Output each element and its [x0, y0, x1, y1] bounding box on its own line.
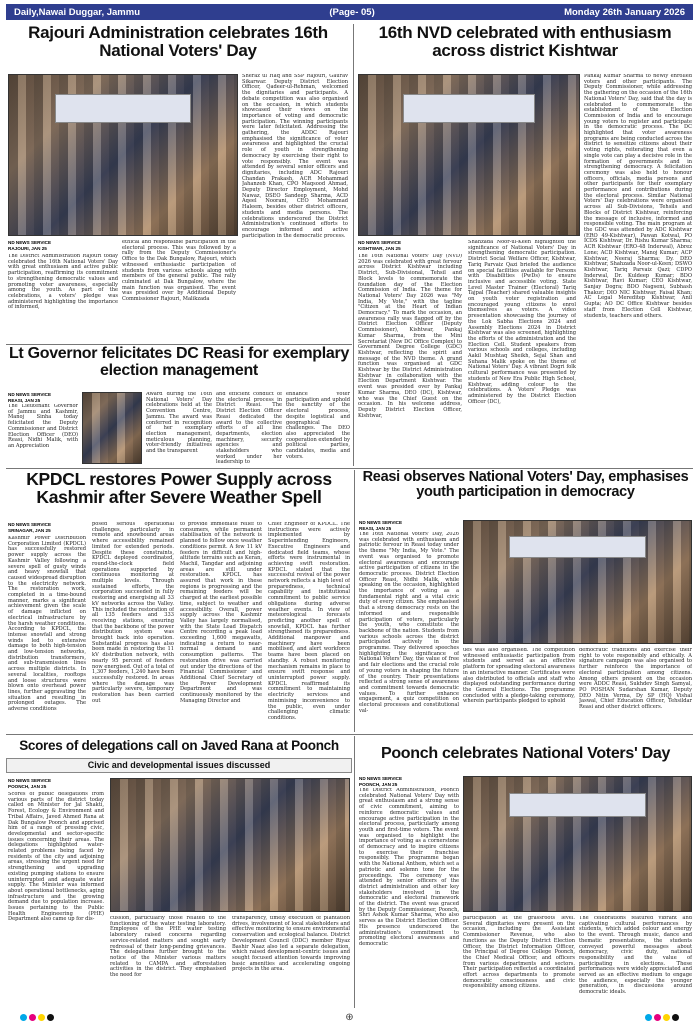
- headline-kpdcl: KPDCL restores Power Supply across Kashmir after Severe Weather Spell: [26, 470, 332, 508]
- article-poonch-nvd: [357, 736, 694, 1008]
- photo-poonch-scores: [110, 778, 350, 912]
- headline-reasi: Reasi observes National Voters' Day, emphasises youth participation in democracy: [362, 470, 689, 501]
- rajouri-col-3: Sheraz ul Haq and SSP Rajouri, Gaurav Sikarwar. Deputy District Election Officer, Qadeer-ul-Rehman, welcomed the dignitaries and participants. A debate competition was also organised on the occasion, in which students showcased their views on the importance of voting and democratic participation. The winning participants were later felicitated. Addressing the gathering, the ADDC Rajouri emphasised the significance of voter awareness and highlighted the crucial role of youth in strengthening democracy by exercising their right to vote responsibly. The event was attended by several senior officers and dignitaries, including ADC Rajouri Chandan Prakash, ACR Mohammad Jahanzeb Khan, CPO Maqsood Ahmad, Deputy Director Employment, Mohd Nawaz, DSEO Sandeep Sharma, ACD Aqeel Noorani, CEO Mohammad Haleem, besides other district officers, students and media persons. The celebrations underscored the District Administration's continued efforts to encourage informed and active participation in the democratic process.: [242, 74, 348, 239]
- yellow-dot: [38, 1014, 45, 1021]
- paper-name: Daily,Nawai Duggar, Jammu: [14, 6, 141, 18]
- yellow-dot: [663, 1014, 670, 1021]
- cyan-dot: [20, 1014, 27, 1021]
- kishtwar-col-1: The 16th National Voters' Day (NVD) 2026 was celebrated with great fervour across District Kishtwar including District, Sub-Divisional, Tehsil and Block levels to commemorate the foundation day of the Election Commission of India. The theme for National Voters' Day 2026 was "My India, My Vote," with the tagline "Citizen at the Heart of Indian Democracy." To mark the occasion, an awareness rally was flagged off by the District Election Officer (Deputy Commissioner), Kishtwar, Pankaj Kumar Sharma, from the Mini Secretariat (New DC Office Complex) to Government Degree College (GDC) Kishtwar, reflecting the spirit and message of the NVD theme. A grand function was organised at GDC Kishtwar by the District Administration Kishtwar in collaboration with the Election Department Kishtwar. The event was presided over by Pankaj Kumar Sharma, DEO (DC), Kishtwar, who was the Chief Guest on the occasion. In his welcome address, Deputy District Election Officer, Kishtwar,: [358, 254, 462, 419]
- byline-place: REASI, JAN 25: [359, 525, 392, 531]
- headline-ltgov: Lt Governor felicitates DC Reasi for exemplary election management: [8, 346, 350, 379]
- headline-poonch-scores: Scores of delegations call on Javed Rana at Poonch: [19, 738, 339, 753]
- registration-crosshair-icon: ⊕: [345, 1011, 354, 1023]
- byline-place: KISHTWAR, JAN 25: [358, 245, 401, 251]
- article-reasi: [357, 470, 694, 732]
- kpdcl-col-2: posed serious operational challenges, particularly in remote and snowbound areas where accessibility remained limited for extended periods. Despite these constraints, KPDCL deployed coordinated, round-the-clock field operations supported by continuous monitoring at multiple levels. Through sustained efforts, the corporation succeeded in fully restoring and energising all 33 kV networks across the Valley. This included the restoration of all 135 feeders and 333 receiving stations, ensuring that the backbone of the power distribution system was brought back into operation. Substantial progress has also been made in restoring the 11 kV distribution network, with nearly 95 percent of feeders now energised. Out of a total of 1,307 feeders, 1,240 have been successfully restored. In areas where the damage was particularly severe, temporary restoration has been carried out: [92, 522, 174, 704]
- photo-poonch-nvd: [463, 776, 692, 912]
- black-dot: [672, 1014, 679, 1021]
- poonch-nvd-col-1: The District Administration, Poonch celebrated National Voters' Day with great enthusiasm and a strong sense of civic commitment, aiming to reinforce democratic values and encourage active participation in the electoral process, particularly among youth and first-time voters. The event was organised to highlight the importance of voting as a cornerstone of democracy and to inspire citizens to exercise their franchise responsibly. The programme began with the National Anthem, which set a patriotic and solemn tone for the proceedings. The ceremony was attended by senior officers of the district administration and other key stakeholders involved in the democratic and electoral framework of the district. The event was graced by the Deputy Commissioner, Poonch, Shri Ashok Kumar Sharma, who also serves as the District Election Officer. His presence underscored the administration's commitment to promoting electoral awareness and democratic: [359, 788, 459, 947]
- kpdcl-col-4: Chief Engineer of KPDCL. The instructions were actively implemented by Superintending Engineers, Executive Engineers and dedicated field teams, whose efforts were instrumental in achieving swift restoration. KPDCL stated that the successful revival of the power network reflects a high level of preparedness, technical capability and institutional commitment to public service obligations during adverse weather events. In view of meteorological forecasts predicting another spell of snowfall, KPDCL has further strengthened its preparedness. Additional manpower and machinery have been mobilised, and alert workforce teams have been placed on standby. A robust monitoring mechanism remains in place to ensure swift response and uninterrupted power supply. KPDCL reaffirmed its commitment to maintaining electricity services and minimising inconvenience to the public, even under challenging climatic conditions.: [268, 522, 350, 721]
- byline-service: ND NEWS SERVICE: [359, 520, 403, 525]
- byline-place: POONCH, JAN 25: [8, 783, 47, 789]
- ltgov-col-1: The Lieutenant Governor of Jammu and Kashmir, Manoj Sinha today felicitated the Deputy Commissioner and District Election Officer (DEO) Reasi, Nidhi Malik, with an Appreciation: [8, 404, 78, 449]
- headline-poonch-nvd: Poonch celebrates National Voters' Day: [380, 745, 671, 762]
- ltgov-col-3: and efficient conduct of the electoral process in District Reasi. The District Election Officer Reasi dedicated the award to the collective efforts of all line departments, election machinery, security agencies and stakeholders who worked under her leadership to: [216, 392, 282, 464]
- kishtwar-col-2: Shahzada Noor-ul-Keen highlighted the significance of National Voters' Day in strengthening democratic participation. District Social Welfare Officer, Kishtwar, Tariq Parvaiz Qazi briefed the audience on special facilities available for Persons with Disabilities (PwDs) to ensure inclusive and accessible voting. State Level Master Trainer (Electoral) Tariq Tajpal (Teacher) shared valuable insights on youth voter registration and encouraged young citizens to enrol themselves as voters. A video presentation showcasing the journey of the Lok Sabha Elections 2024 and Assembly Elections 2024 in District Kishtwar was also screened, highlighting the efforts of the administration and the Election Cell. Student speakers from various schools and colleges, including Aakil Mushtaq Sheikh, Sejal Shan and Suhana Malik spoke on the theme of National Voters' Day. A vibrant Dogri folk cultural performance was presented by students of New Era Public High School, Kishtwar, adding colour to the celebrations. A Voters' Pledge was administered by the District Election Officer (DC),: [468, 240, 576, 405]
- black-dot: [47, 1014, 54, 1021]
- article-kishtwar: [356, 24, 694, 464]
- color-dots-right: [645, 1014, 679, 1021]
- byline-service: ND NEWS SERVICE: [8, 240, 52, 245]
- article-kpdcl: [6, 470, 352, 732]
- kishtwar-col-3: Pankaj Kumar Sharma to newly enrolled voters and other participants. The Deputy Commissioner, while addressing the gathering on the occasion of the 16th National Voters' Day, said that the day is celebrated to commemorate the establishment of the Election Commission of India and to encourage young voters to register and participate in the democratic process. The DC highlighted that voter awareness programs are being conducted across the district to sensitize citizens about their voting rights, reiterating that even a single vote can play a decisive role in the formation of governments and in strengthening democracy. A felicitation ceremony was also held to honour officers, officials, media persons and other participants for their exemplary performance and contributions during the electoral process. Similar National Voters' Day celebrations were organised across all Sub-Divisions, Tehsils and Blocks of District Kishtwar, reinforcing the message of inclusive, informed and responsible voting. The main program at the GDC was attended by ADC Kishtwar (ERO 49-Kishtwar), Pawan Kotwal, PO ICDS Kishtwar, Dr. Rishu Kumar Sharma; ACR Kishtwar (ERO-48 Inderwal), Abrez Lone; ACD Kishtwar, Manoj Kumar; ACP Kishtwar, Neeraj Sharma; Dy. DEO Kishtwar, Shahzada Noor-ul-Keen; DSWO Kishtwar, Tariq Parvaiz Qazi; CDPO Inderwal, Dr. Kuldeep Kumar; BDO Kishtwar, Ravi Kumar; CEO Kishtwar, Sanjay Dogra; BDO Nagseni, Subhash Thakur; DIO NIC Kishtwar, Faisal Khan; AC Legal Mereditep Kishtwar, Anil Gupta; AO DC Office Kishtwar besides staff from Election Cell Kishtwar, students, teachers and others.: [584, 74, 692, 319]
- byline-service: ND NEWS SERVICE: [8, 522, 52, 527]
- reasi-col-3: democratic traditions and exercise their right to vote responsibly and ethically. A signature campaign was also organised to further reinforce the importance of electoral participation among citizens. Among others present on the occasion were ADDC Reasi, Sukhdev Singh Samyal, PO POSHAN Sudarshan Kumar, Deputy DEO Nitin Verma, Dy SP (HQ) Vishal Jaswal, Chief Education Officer, Tehsildar Reasi and other district officers.: [579, 648, 692, 711]
- reasi-col-1: The 16th National Voters' Day, 2026 was celebrated with enthusiasm and patriotic fervour in Reasi today under the theme "My India, My Vote." The event was organised to promote electoral awareness and encourage active participation of citizens in the democratic process. District Election Officer Reasi, Nidhi Malik, while speaking on the occasion, highlighted the importance of voting as a fundamental right and a vital civic duty of every citizen. She emphasised that a strong democracy rests on the informed and responsible participation of voters, particularly the youth, who constitute the backbone of the nation. Students from various schools across the district participated actively in the programme. They delivered speeches highlighting the significance of National Voters' Day, the value of free and fair elections and the crucial role of young voters in shaping the future of the country. Their presentations reflected a strong sense of awareness and commitment towards democratic values. To further enhance engagement, a quiz competition on electoral processes and constitutional val-: [359, 532, 459, 714]
- page-number: (Page- 05): [329, 6, 375, 18]
- byline-service: ND NEWS SERVICE: [358, 240, 402, 245]
- photo-rajouri: [8, 74, 238, 236]
- photo-ltgov: [82, 392, 142, 464]
- print-registration-marks: [0, 1010, 699, 1024]
- article-rajouri: [6, 24, 350, 342]
- page-date: Monday 26th January 2026: [564, 6, 685, 18]
- poonch-scores-col-3: transparency, timely execution of plantation drives, involvement of local stakeholders and effective monitoring to ensure environmental conservation and ecological balance. District Development Council (DDC) member Riyaz Bashir Naaz also led a separate delegation, which raised development-centric issues and sought focused attention towards improving basic amenities and accelerating ongoing projects in the area.: [232, 916, 350, 973]
- kpdcl-col-1: Kashmir Power Distribution Corporation Limited (KPDCL) has successfully restored power supply across the Kashmir Valley following a severe spell of gusty winds and heavy snowfall that caused widespread disruption to the electricity network. The restoration work, completed in a time-bound manner, marks a significant achievement given the scale of damage inflicted on electrical infrastructure by the harsh weather conditions. According to KPDCL, the intense snowfall and strong winds led to extensive damage to both high-tension and low-tension networks, distribution transformers, and sub-transmission lines across multiple districts. In several localities, rooftops and loose structures were blown onto overhead power lines, further aggravating the situation and resulting in prolonged outages. The adverse conditions: [8, 536, 86, 713]
- reasi-col-2: ues was also organised. The competition witnessed enthusiastic participation from students and served as an effective platform for spreading electoral awareness in an interactive manner. Certificates were also distributed to officials and staff who displayed outstanding performance during the General Elections. The programme concluded with a pledge-taking ceremony, wherein participants pledged to uphold: [463, 648, 575, 705]
- magenta-dot: [654, 1014, 661, 1021]
- cyan-dot: [645, 1014, 652, 1021]
- article-ltgov: [6, 346, 352, 466]
- poonch-nvd-col-3: The celebrations featured vibrant and captivating cultural performances by students, which added colour and energy to the event. Through music, dance and thematic presentations, the students conveyed powerful messages about democracy, civic duty, national responsibility and the value of participating in elections. These performances were widely appreciated and served as an effective medium to engage the audience, especially the younger generation, in discussions around democratic ideals.: [579, 916, 692, 996]
- poonch-nvd-col-2: participation at the grassroots level. Several dignitaries were present on the occasion, including the Assistant Commissioner Revenue, who also functions as the Deputy District Election Officer, the District Information Officer, the Principal of Degree College Poonch, the Chief Medical Officer, and officers from various departments and sectors. Their participation reflected a coordinated effort across departments to promote democratic consciousness and civic responsibility among citizens.: [463, 916, 575, 990]
- poonch-scores-col-1: Scores of public delegations from various parts of the district today called on Minister for Jal Shakti, Forest, Ecology & Environment and Tribal Affairs, Javed Ahmed Rana at Dak Bungalow Poonch and apprised him of a range of pressing civic, developmental and sector-specific issues concerning their areas. The delegations highlighted water-related problems being faced by residents of the city and adjoining areas, stressing the urgent need for strengthening and upgrading existing pumping stations to ensure uninterrupted and adequate water supply. The Minister was informed about operational bottlenecks, aging infrastructure and the growing demand due to population increase. Issues pertaining to the Public Health Engineering (PHE) Department also came up for dis-: [8, 792, 104, 923]
- byline-place: SRINAGAR, JAN 25: [8, 527, 51, 533]
- byline-service: ND NEWS SERVICE: [8, 778, 52, 783]
- byline-place: RAJOURI, JAN 25: [8, 245, 47, 251]
- color-dots-left: [20, 1014, 54, 1021]
- subhead-poonch-scores: Civic and developmental issues discussed: [6, 758, 352, 773]
- photo-kishtwar: [358, 74, 580, 236]
- ltgov-col-4: enhance voter participation and uphold the sanctity of the electoral process, despite logistical and geographical challenges. The DEO also appreciated the cooperation extended by political parties, candidates, media and voters.: [286, 392, 350, 460]
- kpdcl-col-3: to provide immediate relief to consumers, while permanent stabilisation of the network is planned to follow once weather conditions permit. A few 11 kV feeders in difficult and high-altitude terrains such as Keran, Machil, Tangdar and adjoining areas are still under restoration. KPDCL has assured that work in these regions is progressing and the remaining feeders will be charged at the earliest possible time, subject to weather and accessibility. Overall, power supply across the Kashmir Valley has largely normalised, with the State Load Dispatch Centre recording a peak load exceeding 1,600 megawatts, indicating a return to near-normal demand and consumption patterns. The restoration drive was carried out under the directions of the Financial Commissioner and Additional Chief Secretary of the Power Development Department and was continuously monitored by the Managing Director and: [180, 522, 262, 704]
- byline-place: POONCH, JAN 25: [359, 781, 398, 787]
- byline-service: ND NEWS SERVICE: [8, 392, 52, 397]
- poonch-scores-col-2: cussion, particularly those related to the functioning of the water testing laboratory. Employees of the PHE water testing laboratory raised concerns regarding service-related matters and sought early redressal of their long-pending grievances. The delegations further brought to the notice of the Minister various matters related to CAMPA and afforestation activities in the district. They emphasised the need for: [110, 916, 226, 979]
- byline-service: ND NEWS SERVICE: [359, 776, 403, 781]
- rajouri-col-2: ethical and responsible participation in the electoral process. This was followed by a rally from the Deputy Commissioner's Office to the Dak Bungalow, Rajouri, which witnessed enthusiastic participation of students from various schools along with members of the general public. The rally culminated at Dak Bungalow, where the main function was organised. The event was presided over by Additional Deputy Commissioner Rajouri, Malikzada: [122, 240, 236, 303]
- article-poonch-scores: [6, 736, 352, 1008]
- ltgov-col-2: Award during the 16th National Voters' Day celebrations held at the Convention Centre, Jammu. The award was conferred in recognition of her exemplary election management, meticulous planning, voter-friendly initiatives and the transparent: [146, 392, 212, 455]
- byline-place: REASI, JAN 25: [8, 397, 41, 403]
- headline-kishtwar: 16th NVD celebrated with enthusiasm across district Kishtwar: [378, 24, 672, 60]
- rajouri-col-1: The District Administration Rajouri today celebrated the 16th National Voters' Day with great enthusiasm and active public participation, reaffirming its commitment to strengthening democratic values and promoting voter awareness, especially among the youth. As part of the celebrations, a voters' pledge was administered highlighting the importance of informed,: [8, 254, 118, 311]
- page-header: [6, 4, 693, 20]
- photo-reasi: [463, 520, 692, 644]
- magenta-dot: [29, 1014, 36, 1021]
- headline-rajouri: Rajouri Administration celebrates 16th National Voters' Day: [28, 24, 328, 60]
